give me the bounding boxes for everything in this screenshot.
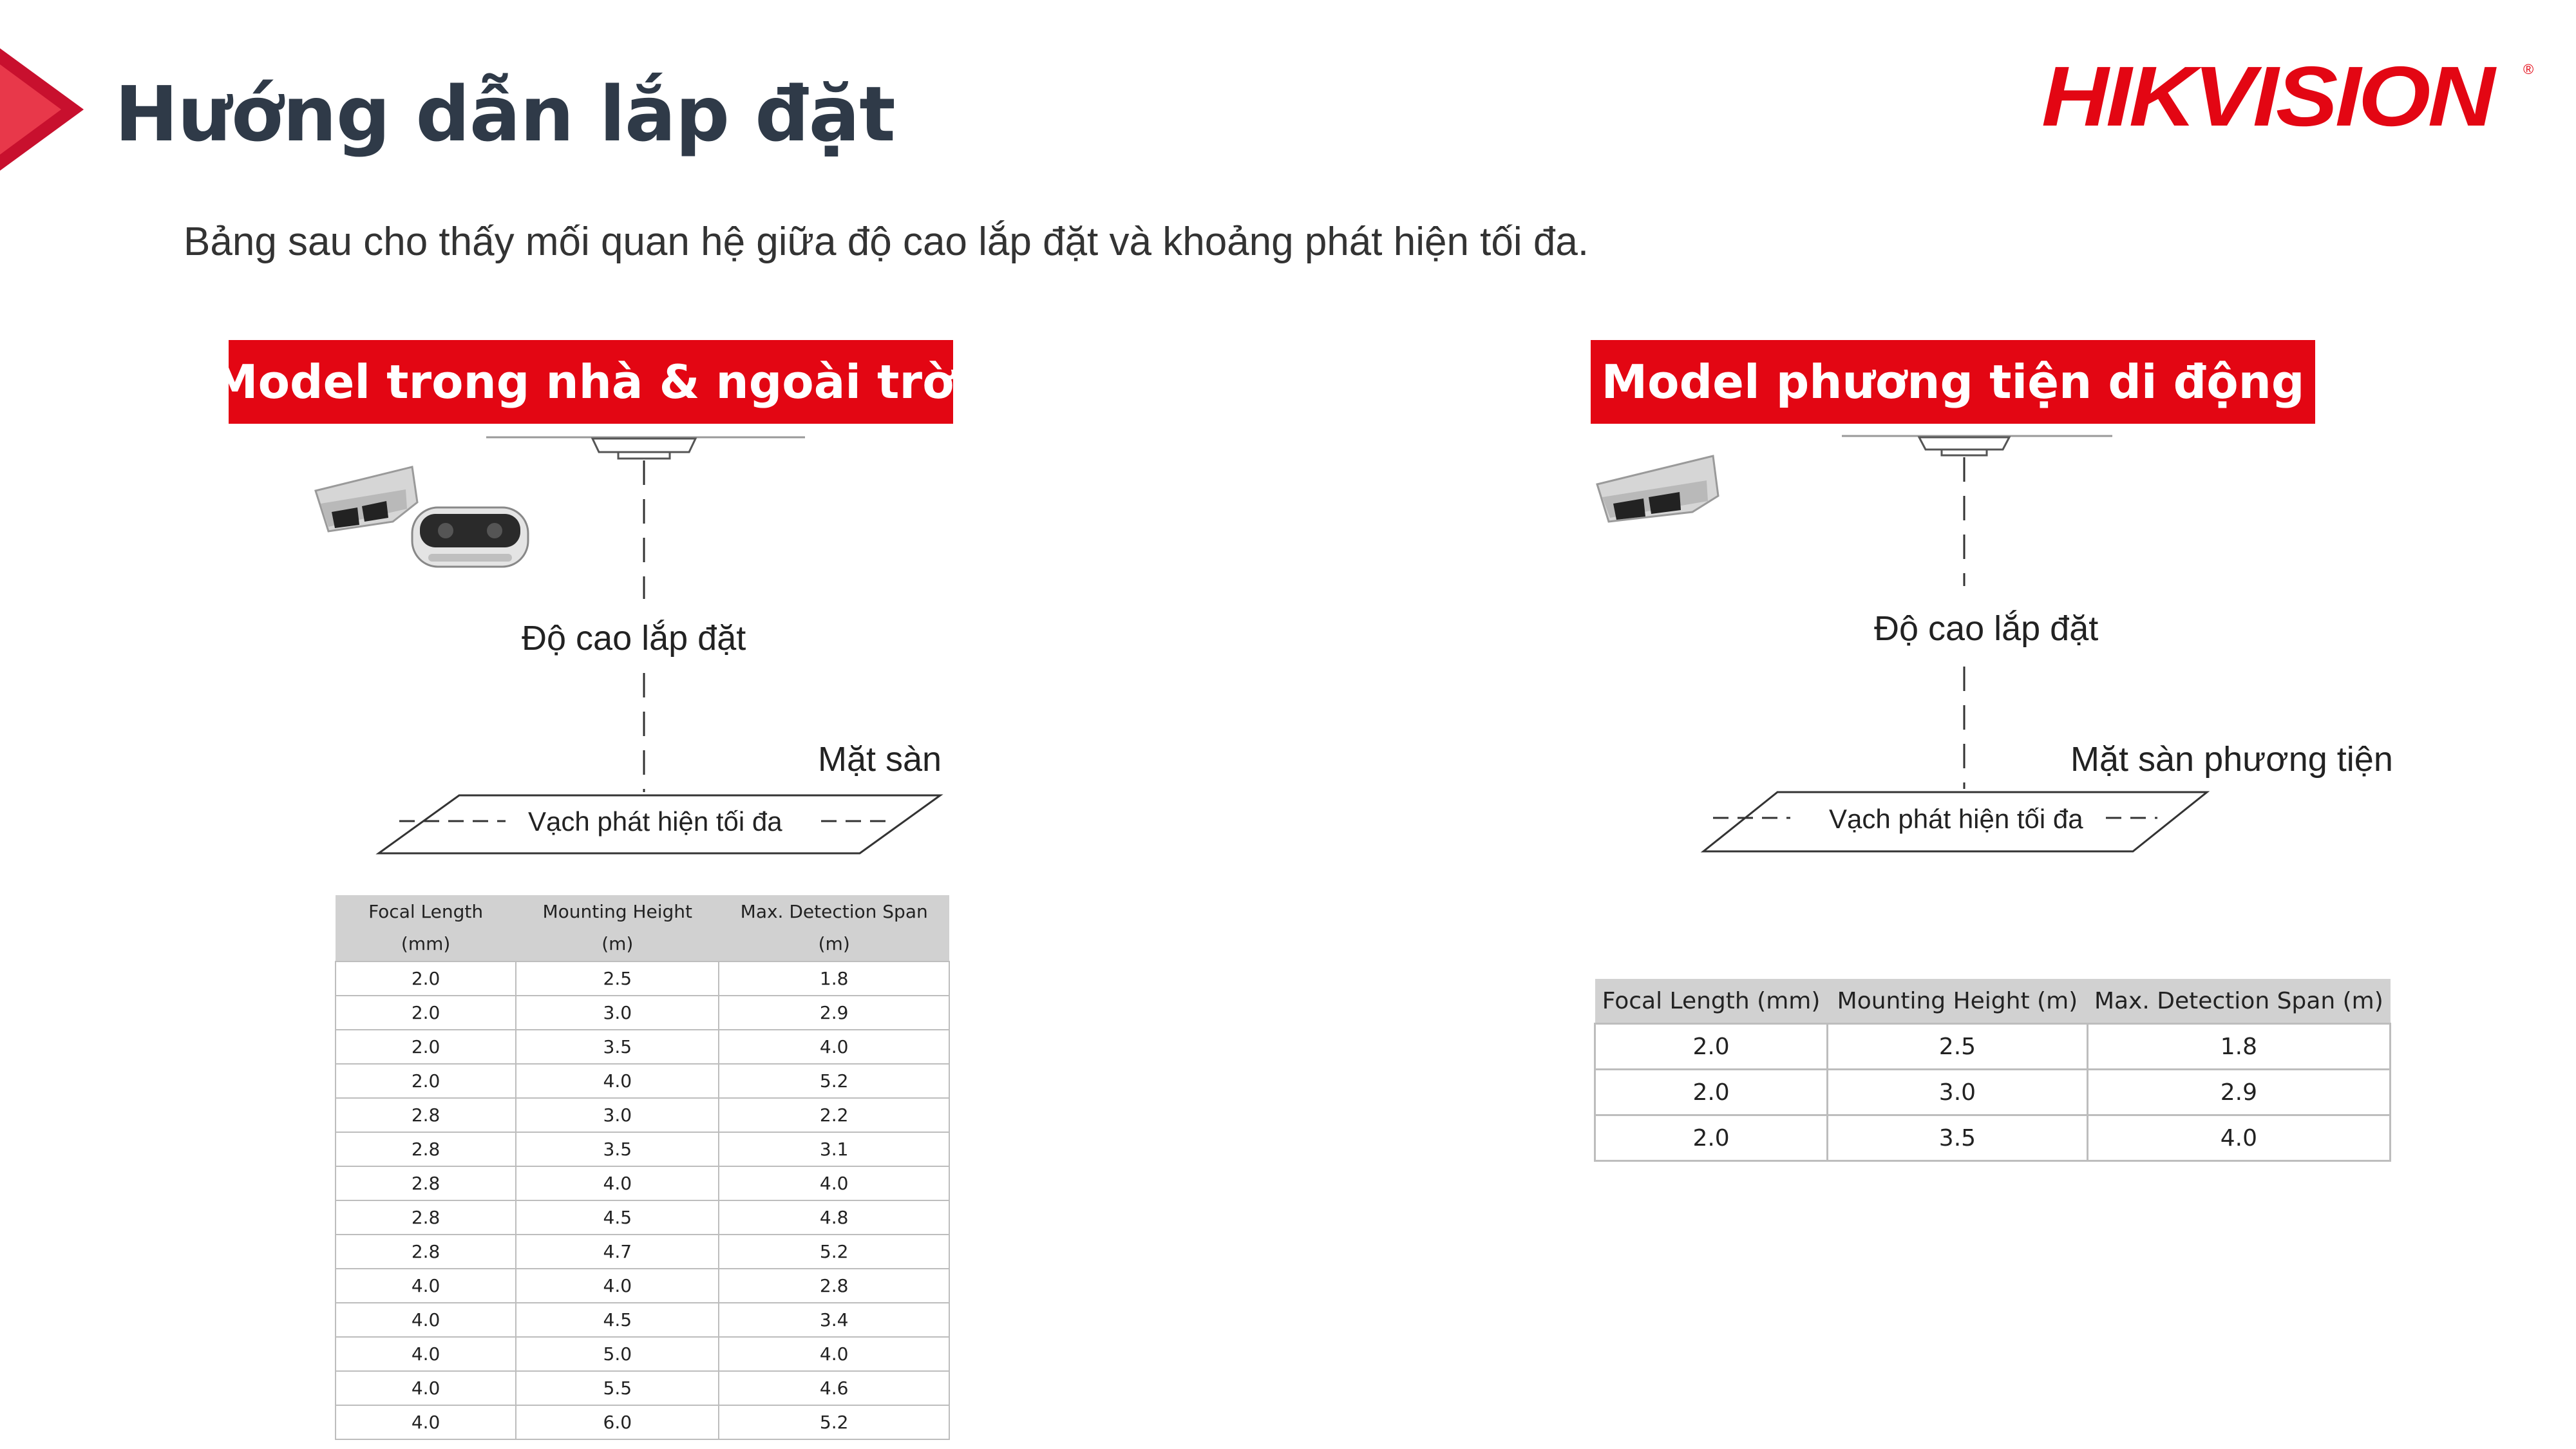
- table-cell: 4.0: [336, 1303, 516, 1337]
- table-cell: 2.0: [336, 961, 516, 996]
- table-row: [336, 1200, 949, 1235]
- header-max-detection-span: Max. Detection Span (m): [2087, 979, 2390, 1024]
- table-cell: 2.8: [336, 1098, 516, 1132]
- table-cell: 4.8: [719, 1200, 949, 1235]
- corner-accent: [0, 48, 84, 171]
- header-mounting-height: Mounting Height (m): [516, 895, 719, 961]
- table-cell: 5.2: [719, 1064, 949, 1098]
- table-cell: 2.0: [336, 1030, 516, 1064]
- table-row: [336, 1064, 949, 1098]
- table-cell: 5.5: [516, 1371, 719, 1405]
- table-cell: 2.8: [336, 1200, 516, 1235]
- table-header-row: [1595, 979, 2391, 1024]
- table-cell: 4.0: [336, 1337, 516, 1371]
- table-row: [336, 1098, 949, 1132]
- table-cell: 4.6: [719, 1371, 949, 1405]
- table-header-row: [336, 895, 949, 961]
- table-cell: 6.0: [516, 1405, 719, 1439]
- table-row: [336, 996, 949, 1030]
- indoor-outdoor-diagram: [303, 431, 966, 869]
- table-cell: 4.0: [516, 1166, 719, 1200]
- table-row: [336, 1303, 949, 1337]
- table-cell: 3.1: [719, 1132, 949, 1166]
- table-cell: 4.0: [2087, 1115, 2390, 1161]
- header-mounting-height: Mounting Height (m): [1828, 979, 2088, 1024]
- table-cell: 2.0: [336, 996, 516, 1030]
- table-cell: 4.0: [336, 1371, 516, 1405]
- table-cell: 3.5: [516, 1030, 719, 1064]
- mounting-height-label: Độ cao lắp đặt: [522, 619, 746, 658]
- table-cell: 4.0: [719, 1337, 949, 1371]
- table-cell: 4.5: [516, 1303, 719, 1337]
- table-cell: 4.0: [336, 1269, 516, 1303]
- table-cell: 3.0: [516, 1098, 719, 1132]
- table-cell: 4.7: [516, 1235, 719, 1269]
- table-row: [336, 1269, 949, 1303]
- table-cell: 5.2: [719, 1235, 949, 1269]
- table-cell: 2.8: [719, 1269, 949, 1303]
- table-cell: 2.2: [719, 1098, 949, 1132]
- detection-line-label: Vạch phát hiện tối đa: [528, 806, 782, 837]
- table-cell: 3.5: [516, 1132, 719, 1166]
- logo-wordmark: HIKVISION: [2041, 49, 2497, 144]
- table-row: [336, 1166, 949, 1200]
- intro-text: Bảng sau cho thấy mối quan hệ giữa độ cao lắp đặt và khoảng phát hiện tối đa.: [184, 220, 1589, 264]
- table-cell: 2.8: [336, 1166, 516, 1200]
- hikvision-logo: [2035, 48, 2544, 145]
- table-cell: 3.5: [1828, 1115, 2088, 1161]
- header-focal-length: Focal Length (mm): [1595, 979, 1828, 1024]
- table-row: [336, 1235, 949, 1269]
- table-row: [336, 1132, 949, 1166]
- table-cell: 2.0: [1595, 1024, 1828, 1070]
- indoor-outdoor-banner: Model trong nhà & ngoài trời: [229, 340, 953, 424]
- table-cell: 3.4: [719, 1303, 949, 1337]
- table-cell: 2.0: [336, 1064, 516, 1098]
- table-cell: 2.8: [336, 1132, 516, 1166]
- mounting-height-label: Độ cao lắp đặt: [1874, 609, 2099, 648]
- table-cell: 3.0: [516, 996, 719, 1030]
- header-max-detection-span: Max. Detection Span (m): [719, 895, 949, 961]
- vehicle-model-table: [1594, 979, 2391, 1162]
- page-title: Hướng dẫn lắp đặt: [115, 70, 895, 158]
- table-cell: 2.8: [336, 1235, 516, 1269]
- vehicle-floor-label: Mặt sàn phương tiện: [2070, 740, 2393, 779]
- table-row: [1595, 1070, 2391, 1115]
- table-cell: 5.2: [719, 1405, 949, 1439]
- table-row: [336, 1371, 949, 1405]
- table-row: [336, 961, 949, 996]
- table-cell: 2.9: [719, 996, 949, 1030]
- table-cell: 4.0: [516, 1269, 719, 1303]
- table-cell: 4.0: [516, 1064, 719, 1098]
- indoor-outdoor-table: [335, 895, 950, 1440]
- floor-label: Mặt sàn: [818, 740, 942, 779]
- table-cell: 1.8: [719, 961, 949, 996]
- dome-camera-icon: [1597, 456, 1718, 522]
- table-cell: 3.0: [1828, 1070, 2088, 1115]
- table-row: [336, 1337, 949, 1371]
- table-cell: 2.0: [1595, 1115, 1828, 1161]
- registered-mark: ®: [2523, 61, 2534, 77]
- dome-camera-icon: [316, 467, 417, 531]
- table-cell: 5.0: [516, 1337, 719, 1371]
- vehicle-model-banner: Model phương tiện di động: [1591, 340, 2315, 424]
- people-counting-sensor-icon: [412, 507, 528, 567]
- table-row: [336, 1030, 949, 1064]
- table-cell: 2.9: [2087, 1070, 2390, 1115]
- table-cell: 2.0: [1595, 1070, 1828, 1115]
- table-row: [336, 1405, 949, 1439]
- table-row: [1595, 1024, 2391, 1070]
- detection-line-label: Vạch phát hiện tối đa: [1829, 804, 2083, 834]
- header-focal-length: Focal Length (mm): [336, 895, 516, 961]
- table-cell: 1.8: [2087, 1024, 2390, 1070]
- vehicle-diagram: [1584, 431, 2421, 869]
- table-cell: 4.0: [336, 1405, 516, 1439]
- table-cell: 4.0: [719, 1030, 949, 1064]
- table-cell: 4.5: [516, 1200, 719, 1235]
- table-row: [1595, 1115, 2391, 1161]
- table-cell: 4.0: [719, 1166, 949, 1200]
- table-cell: 2.5: [516, 961, 719, 996]
- table-cell: 2.5: [1828, 1024, 2088, 1070]
